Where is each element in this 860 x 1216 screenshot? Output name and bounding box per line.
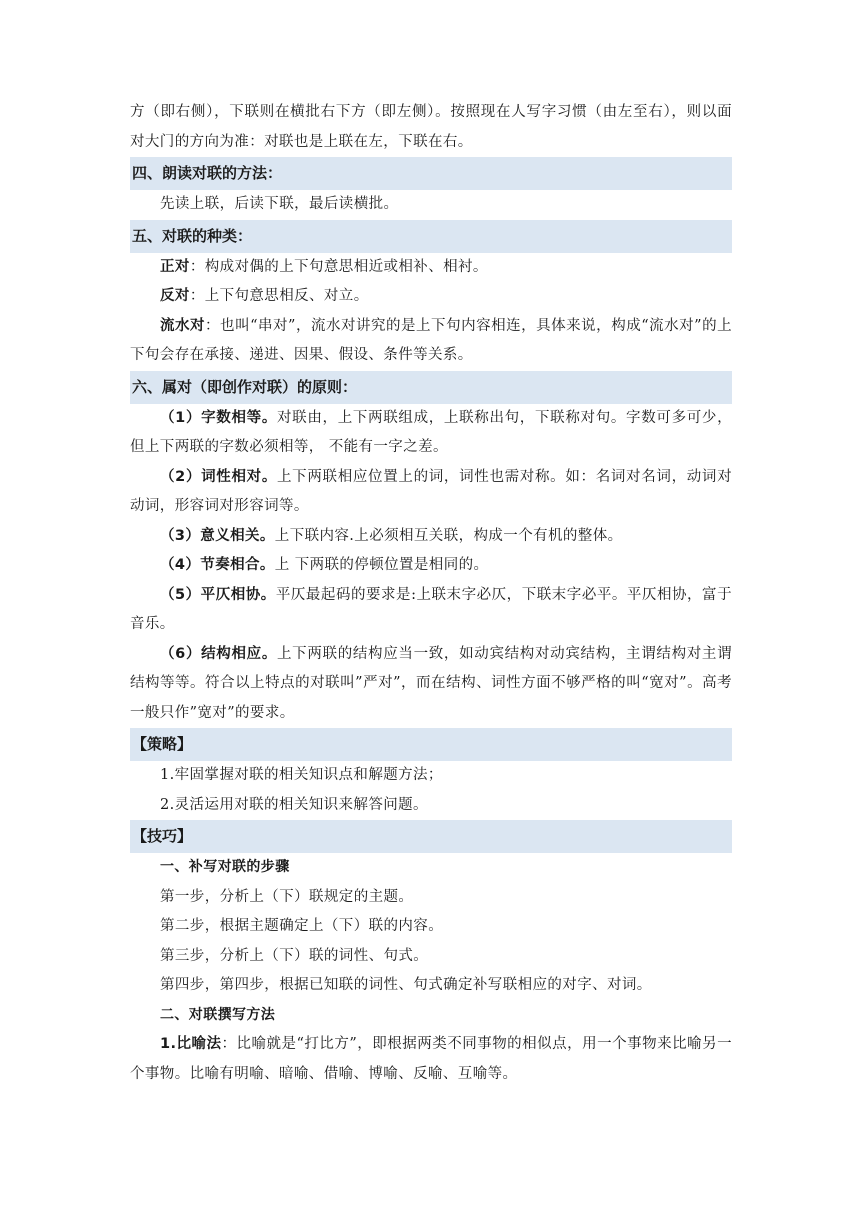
principle-text: 上下两联相应位置上的词，词性也需对称。如：名词对名词，动词对动词，形容词对形容词等。 xyxy=(130,468,732,514)
step-item: 第二步，根据主题确定上（下）联的内容。 xyxy=(160,918,444,934)
principle-text: 对联由，上下两联组成，上联称出句，下联称对句。字数可多可少，但上下两联的字数必须相等， 不能有一字之差。 xyxy=(130,409,732,455)
principle-label: （4）节奏相合。 xyxy=(160,557,275,573)
section4-paragraph: 先读上联，后读下联，最后读横批。 xyxy=(160,196,399,212)
principle-label: （2）词性相对。 xyxy=(160,468,277,485)
principle-item xyxy=(130,581,732,640)
term-label: 反对 xyxy=(160,288,190,304)
strategy-item: 1.牢固掌握对联的相关知识点和解题方法； xyxy=(160,767,443,783)
term-text: ：构成对偶的上下句意思相近或相补、相衬。 xyxy=(189,258,488,275)
term-label: 正对 xyxy=(160,258,190,275)
principle-label: （6）结构相应。 xyxy=(160,645,277,662)
section5-heading: 五、对联的种类： xyxy=(130,220,732,253)
principle-text: 平仄最起码的要求是:上联末字必仄，下联末字必平。平仄相协，富于音乐。 xyxy=(130,586,732,632)
section4-heading: 四、朗读对联的方法： xyxy=(130,157,732,190)
step-item: 第三步，分析上（下）联的词性、句式。 xyxy=(160,947,429,964)
step-item: 第四步，第四步，根据已知联的词性、句式确定补写联相应的对字、对词。 xyxy=(160,977,652,993)
section5-item-zhengdui xyxy=(130,253,732,283)
strategy-heading: 【策略】 xyxy=(130,728,732,761)
tips-subheading-steps xyxy=(130,853,732,883)
principle-text: 上 下两联的停顿位置是相同的。 xyxy=(274,557,489,573)
principle-item xyxy=(130,522,732,552)
section6-heading: 六、属对（即创作对联）的原则： xyxy=(130,371,732,404)
principle-item xyxy=(130,551,732,581)
method-text: ：比喻就是“打比方”，即根据两类不同事物的相似点，用一个事物来比喻另一个事物。比喻有明喻、暗喻、借喻、博喻、反喻、互喻等。 xyxy=(130,1036,732,1082)
section5-item-liushuidui xyxy=(130,312,732,371)
principle-item xyxy=(130,404,732,463)
subheading-text: 一、补写对联的步骤 xyxy=(160,859,290,875)
principle-label: （5）平仄相协。 xyxy=(160,586,276,603)
section5-item-fandui xyxy=(130,282,732,312)
intro-paragraph: 方（即右侧），下联则在横批右下方（即左侧）。按照现在人写字习惯（由左至右），则以面对大门的方向为准：对联也是上联在左，下联在右。 xyxy=(130,104,732,150)
principle-item xyxy=(130,463,732,522)
tips-subheading-methods xyxy=(130,1001,732,1031)
principle-label: （3）意义相关。 xyxy=(160,527,275,544)
strategy-item: 2.灵活运用对联的相关知识来解答问题。 xyxy=(160,796,428,813)
principle-item xyxy=(130,640,732,729)
document-page xyxy=(130,98,732,1089)
principle-text: 上下联内容.上必须相互关联，构成一个有机的整体。 xyxy=(274,527,623,544)
tips-heading: 【技巧】 xyxy=(130,820,732,853)
term-label: 流水对 xyxy=(160,317,206,334)
term-text: ：上下句意思相反、对立。 xyxy=(189,288,369,304)
term-text: ：也叫“串对”，流水对讲究的是上下句内容相连，具体来说，构成“流水对”的上下句会存在承接、递进、因果、假设、条件等关系。 xyxy=(130,317,733,363)
step-item: 第一步，分析上（下）联规定的主题。 xyxy=(160,888,414,905)
method-label: 1.比喻法 xyxy=(160,1036,222,1052)
method-item xyxy=(130,1030,732,1089)
subheading-text: 二、对联撰写方法 xyxy=(160,1006,276,1023)
principle-text: 上下两联的结构应当一致，如动宾结构对动宾结构，主谓结构对主谓结构等等。符合以上特点的对联叫”严对”，而在结构、词性方面不够严格的叫“宽对”。高考一般只作”宽对”的要求。 xyxy=(130,645,732,721)
principle-label: （1）字数相等。 xyxy=(160,409,277,426)
